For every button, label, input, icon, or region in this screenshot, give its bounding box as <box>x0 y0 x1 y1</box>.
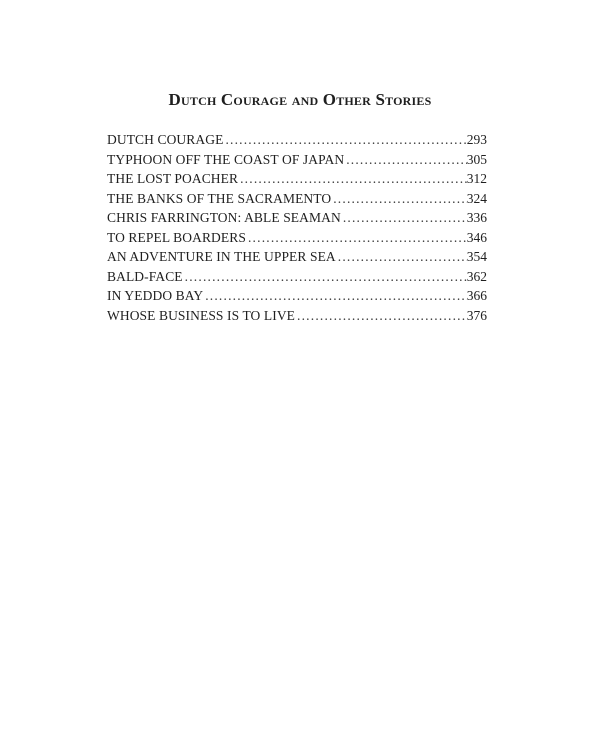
dot-leader <box>344 150 467 170</box>
toc-entry <box>107 150 487 170</box>
toc-entry <box>107 189 487 209</box>
toc-entry <box>107 267 487 287</box>
toc-entry-page: 362 <box>466 268 487 284</box>
toc-entry-page: 293 <box>466 132 487 147</box>
dot-leader <box>223 130 466 150</box>
toc-entry-page: 324 <box>466 190 487 206</box>
toc-entry-page: 376 <box>466 307 487 323</box>
toc-entry-page: 312 <box>466 171 487 186</box>
dot-leader <box>238 169 467 189</box>
toc-entry-title: WHOSE BUSINESS IS TO LIVE <box>107 307 296 323</box>
toc-entry <box>107 228 487 248</box>
dot-leader <box>331 189 467 209</box>
toc-entry-title: IN YEDDO BAY <box>107 288 204 303</box>
toc-entry <box>107 306 487 326</box>
toc-entry-title: TO REPEL BOARDERS <box>107 229 246 245</box>
dot-leader <box>203 286 467 306</box>
toc-entry-page: 354 <box>466 249 487 264</box>
dot-leader <box>295 306 467 326</box>
table-of-contents <box>107 130 487 325</box>
toc-entry <box>107 286 487 306</box>
toc-entry-title: THE LOST POACHER <box>107 171 239 186</box>
toc-entry <box>107 247 487 267</box>
dot-leader <box>336 247 467 267</box>
toc-entry <box>107 169 487 189</box>
dot-leader <box>183 267 467 287</box>
toc-entry-page: 336 <box>466 210 487 225</box>
dot-leader <box>246 228 467 248</box>
toc-entry-title: BALD-FACE <box>107 268 183 284</box>
toc-entry-title: TYPHOON OFF THE COAST OF JAPAN <box>107 151 345 167</box>
section-title: Dutch Courage and Other Stories <box>168 90 432 109</box>
toc-entry-page: 305 <box>466 151 487 167</box>
toc-entry-title: CHRIS FARRINGTON: ABLE SEAMAN <box>107 210 341 225</box>
toc-entry <box>107 208 487 228</box>
toc-entry-title: DUTCH COURAGE <box>107 132 224 147</box>
toc-entry-title: AN ADVENTURE IN THE UPPER SEA <box>107 249 336 264</box>
dot-leader <box>341 208 467 228</box>
toc-entry-title: THE BANKS OF THE SACRAMENTO <box>107 190 332 206</box>
toc-entry <box>107 130 487 150</box>
toc-entry-page: 346 <box>466 229 487 245</box>
toc-entry-page: 366 <box>466 288 487 303</box>
